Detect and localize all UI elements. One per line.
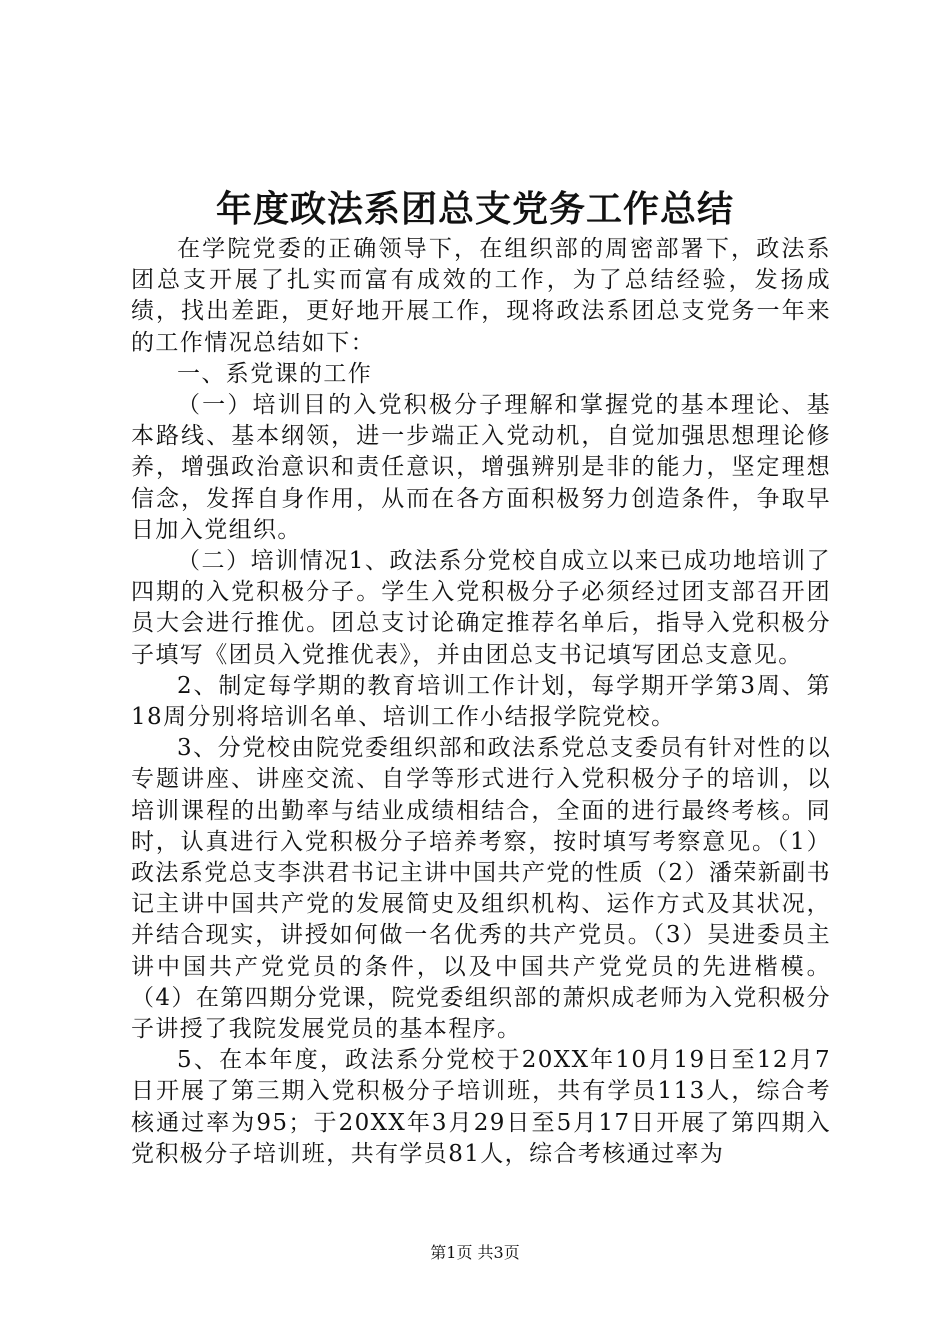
intro-paragraph: 在学院党委的正确领导下，在组织部的周密部署下，政法系团总支开展了扎实而富有成效的工作，为了总结经验，发扬成绩，找出差距，更好地开展工作，现将政法系团总支党务一年来的工作情况总结如下： — [131, 236, 831, 356]
paragraph-item-3: 3、分党校由院党委组织部和政法系党总支委员有针对性的以专题讲座、讲座交流、自学等形式进行入党积极分子的培训，以培训课程的出勤率与结业成绩相结合，全面的进行最终考核。同时，认真进行入党积极分子培养考察，按时填写考察意见。（1）政法系党总支李洪君书记主讲中国共产党的性质（2）潘荣新副书记主讲中国共产党的发展简史及组织机构、运作方式及其状况，并结合现实，讲授如何做一名优秀的共产党员。（3）吴进委员主讲中国共产党党员的条件，以及中国共产党党员的先进楷模。（4）在第四期分党课，院党委组织部的萧炽成老师为入党积极分子讲授了我院发展党员的基本程序。 — [131, 735, 831, 1043]
paragraph-item-5: 5、在本年度，政法系分党校于20XX年10月19日至12月7日开展了第三期入党积极分子培训班，共有学员113人，综合考核通过率为95；于20XX年3月29日至5月17日开展了第四期入党积极分子培训班，共有学员81人，综合考核通过率为 — [131, 1047, 831, 1167]
document-body — [131, 234, 831, 1170]
page-footer: 第1页 共3页 — [430, 1243, 520, 1262]
document-title: 年度政法系团总支党务工作总结 — [215, 189, 734, 230]
paragraph-training-status: （二）培训情况1、政法系分党校自成立以来已成功地培训了四期的入党积极分子。学生入党积极分子必须经过团支部召开团员大会进行推优。团总支讨论确定推荐名单后，指导入党积极分子填写《团员入党推优表》，并由团总支书记填写团总支意见。 — [131, 548, 831, 668]
section-heading: 一、系党课的工作 — [177, 360, 373, 387]
paragraph-item-2: 2、制定每学期的教育培训工作计划，每学期开学第3周、第18周分别将培训名单、培训工作小结报学院党校。 — [131, 672, 831, 731]
paragraph-training-purpose: （一）培训目的入党积极分子理解和掌握党的基本理论、基本路线、基本纲领，进一步端正入党动机，自觉加强思想理论修养，增强政治意识和责任意识，增强辨别是非的能力，坚定理想信念，发挥自身作用，从而在各方面积极努力创造条件，争取早日加入党组织。 — [131, 392, 831, 543]
